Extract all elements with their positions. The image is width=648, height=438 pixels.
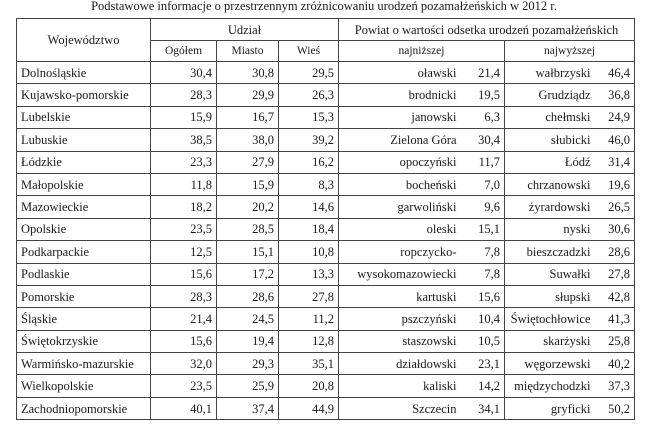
share-city: 15,9	[217, 173, 279, 195]
highest-value: 42,8	[595, 285, 635, 307]
lowest-value: 34,1	[461, 397, 505, 419]
voivodeship-name: Lubelskie	[17, 106, 151, 128]
highest-county: chrzanowski	[505, 173, 595, 195]
share-city: 25,9	[217, 375, 279, 397]
highest-value: 40,2	[595, 353, 635, 375]
header-county-group: Powiat o wartości odsetka urodzeń pozamałżeńskich	[339, 19, 635, 41]
header-city: Miasto	[217, 41, 279, 62]
lowest-county: oławski	[339, 62, 461, 84]
highest-value: 24,9	[595, 106, 635, 128]
highest-county: słupski	[505, 285, 595, 307]
share-city: 28,5	[217, 218, 279, 240]
share-total: 15,6	[151, 263, 217, 285]
share-city: 20,2	[217, 196, 279, 218]
voivodeship-name: Pomorskie	[17, 285, 151, 307]
share-village: 26,3	[279, 84, 339, 106]
share-total: 28,3	[151, 285, 217, 307]
share-total: 40,1	[151, 397, 217, 419]
highest-county: bieszczadzki	[505, 241, 595, 263]
highest-county: międzychodzki	[505, 375, 595, 397]
lowest-value: 10,4	[461, 308, 505, 330]
share-city: 37,4	[217, 397, 279, 419]
header-share: Udział	[151, 19, 339, 41]
lowest-county: wysokomazowiecki	[339, 263, 461, 285]
highest-value: 30,6	[595, 218, 635, 240]
header-village: Wieś	[279, 41, 339, 62]
lowest-county: janowski	[339, 106, 461, 128]
table-row	[17, 353, 635, 375]
table-row	[17, 330, 635, 352]
share-village: 13,3	[279, 263, 339, 285]
voivodeship-name: Zachodniopomorskie	[17, 397, 151, 419]
highest-value: 31,4	[595, 151, 635, 173]
share-total: 15,6	[151, 330, 217, 352]
highest-value: 46,0	[595, 129, 635, 151]
table-row	[17, 218, 635, 240]
highest-value: 50,2	[595, 397, 635, 419]
table-row	[17, 241, 635, 263]
share-village: 16,2	[279, 151, 339, 173]
share-total: 23,3	[151, 151, 217, 173]
voivodeship-name: Łódzkie	[17, 151, 151, 173]
share-village: 20,8	[279, 375, 339, 397]
voivodeship-name: Lubuskie	[17, 129, 151, 151]
share-total: 28,3	[151, 84, 217, 106]
highest-value: 37,3	[595, 375, 635, 397]
highest-county: gryficki	[505, 397, 595, 419]
lowest-value: 23,1	[461, 353, 505, 375]
highest-county: Suwałki	[505, 263, 595, 285]
lowest-county: działdowski	[339, 353, 461, 375]
highest-value: 41,3	[595, 308, 635, 330]
table-row	[17, 308, 635, 330]
share-total: 11,8	[151, 173, 217, 195]
share-total: 23,5	[151, 218, 217, 240]
share-village: 35,1	[279, 353, 339, 375]
lowest-county: kartuski	[339, 285, 461, 307]
highest-county: węgorzewski	[505, 353, 595, 375]
voivodeship-name: Mazowieckie	[17, 196, 151, 218]
lowest-value: 7,8	[461, 241, 505, 263]
highest-county: Świętochłowice	[505, 308, 595, 330]
voivodeship-name: Kujawsko-pomorskie	[17, 84, 151, 106]
table-row	[17, 84, 635, 106]
lowest-county: opoczyński	[339, 151, 461, 173]
header-highest: najwyższej	[505, 41, 635, 62]
lowest-value: 6,3	[461, 106, 505, 128]
table-row	[17, 375, 635, 397]
share-village: 14,6	[279, 196, 339, 218]
voivodeship-name: Małopolskie	[17, 173, 151, 195]
voivodeship-name: Podkarpackie	[17, 241, 151, 263]
highest-county: wałbrzyski	[505, 62, 595, 84]
share-city: 17,2	[217, 263, 279, 285]
lowest-county: brodnicki	[339, 84, 461, 106]
share-city: 29,9	[217, 84, 279, 106]
table-row	[17, 62, 635, 84]
lowest-value: 9,6	[461, 196, 505, 218]
lowest-value: 7,0	[461, 173, 505, 195]
share-city: 28,6	[217, 285, 279, 307]
share-village: 44,9	[279, 397, 339, 419]
highest-value: 27,8	[595, 263, 635, 285]
share-village: 27,8	[279, 285, 339, 307]
share-city: 15,1	[217, 241, 279, 263]
table-row	[17, 151, 635, 173]
lowest-value: 10,5	[461, 330, 505, 352]
lowest-county: Szczecin	[339, 397, 461, 419]
table-row	[17, 285, 635, 307]
lowest-county: ropczycko-	[339, 241, 461, 263]
voivodeship-name: Świętokrzyskie	[17, 330, 151, 352]
table-row	[17, 196, 635, 218]
highest-value: 25,8	[595, 330, 635, 352]
highest-county: nyski	[505, 218, 595, 240]
voivodeship-name: Warmińsko-mazurskie	[17, 353, 151, 375]
table-row	[17, 263, 635, 285]
lowest-county: bocheński	[339, 173, 461, 195]
table-row	[17, 106, 635, 128]
share-total: 38,5	[151, 129, 217, 151]
highest-value: 26,5	[595, 196, 635, 218]
lowest-value: 30,4	[461, 129, 505, 151]
share-city: 24,5	[217, 308, 279, 330]
table-caption: Podstawowe informacje o przestrzennym zróżnicowaniu urodzeń pozamałżeńskich w 2012 r.	[91, 0, 557, 13]
share-village: 12,8	[279, 330, 339, 352]
highest-county: skarżyski	[505, 330, 595, 352]
table-row	[17, 397, 635, 419]
header-lowest: najniższej	[339, 41, 505, 62]
table-row	[17, 129, 635, 151]
share-total: 21,4	[151, 308, 217, 330]
share-total: 32,0	[151, 353, 217, 375]
share-village: 39,2	[279, 129, 339, 151]
highest-county: żyrardowski	[505, 196, 595, 218]
highest-value: 36,8	[595, 84, 635, 106]
share-total: 18,2	[151, 196, 217, 218]
share-city: 19,4	[217, 330, 279, 352]
highest-county: chełmski	[505, 106, 595, 128]
data-table	[16, 18, 635, 420]
voivodeship-name: Wielkopolskie	[17, 375, 151, 397]
highest-value: 28,6	[595, 241, 635, 263]
highest-value: 19,6	[595, 173, 635, 195]
lowest-value: 21,4	[461, 62, 505, 84]
highest-value: 46,4	[595, 62, 635, 84]
lowest-value: 19,5	[461, 84, 505, 106]
voivodeship-name: Dolnośląskie	[17, 62, 151, 84]
table-row	[17, 173, 635, 195]
share-city: 30,8	[217, 62, 279, 84]
lowest-value: 11,7	[461, 151, 505, 173]
share-total: 30,4	[151, 62, 217, 84]
share-total: 12,5	[151, 241, 217, 263]
highest-county: słubicki	[505, 129, 595, 151]
lowest-county: oleski	[339, 218, 461, 240]
lowest-county: kaliski	[339, 375, 461, 397]
header-total: Ogółem	[151, 41, 217, 62]
share-city: 27,9	[217, 151, 279, 173]
lowest-value: 7,8	[461, 263, 505, 285]
share-village: 11,2	[279, 308, 339, 330]
share-city: 29,3	[217, 353, 279, 375]
share-city: 38,0	[217, 129, 279, 151]
highest-county: Łódź	[505, 151, 595, 173]
table-body	[17, 62, 635, 420]
lowest-value: 15,1	[461, 218, 505, 240]
share-village: 29,5	[279, 62, 339, 84]
highest-county: Grudziądz	[505, 84, 595, 106]
share-village: 10,8	[279, 241, 339, 263]
header-voivodeship: Województwo	[17, 19, 151, 62]
voivodeship-name: Podlaskie	[17, 263, 151, 285]
share-total: 15,9	[151, 106, 217, 128]
lowest-county: Zielona Góra	[339, 129, 461, 151]
voivodeship-name: Śląskie	[17, 308, 151, 330]
share-total: 23,5	[151, 375, 217, 397]
share-village: 15,3	[279, 106, 339, 128]
lowest-value: 14,2	[461, 375, 505, 397]
voivodeship-name: Opolskie	[17, 218, 151, 240]
share-village: 18,4	[279, 218, 339, 240]
lowest-county: garwoliński	[339, 196, 461, 218]
share-village: 8,3	[279, 173, 339, 195]
lowest-county: staszowski	[339, 330, 461, 352]
lowest-value: 15,6	[461, 285, 505, 307]
share-city: 16,7	[217, 106, 279, 128]
lowest-county: pszczyński	[339, 308, 461, 330]
